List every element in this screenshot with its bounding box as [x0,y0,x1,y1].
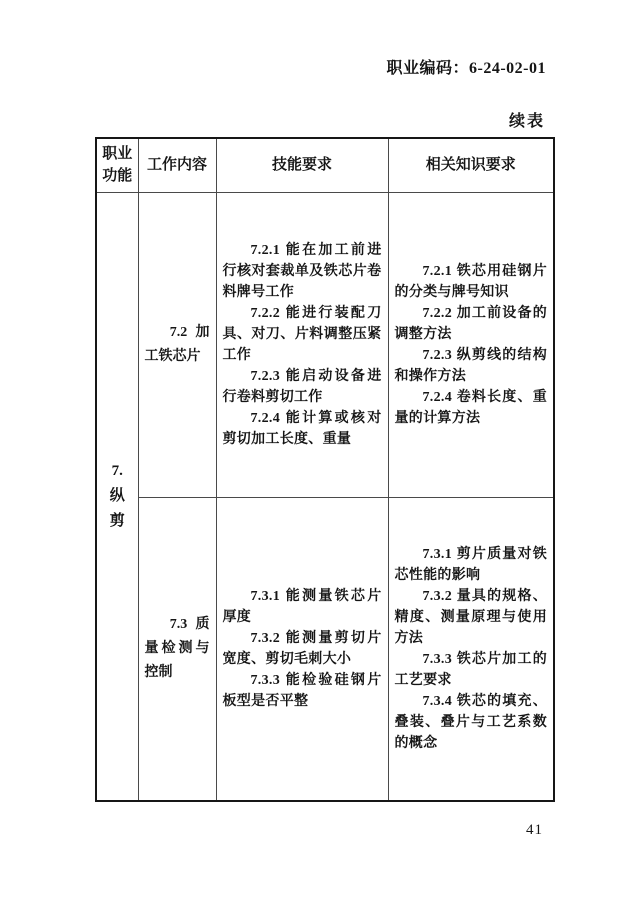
function-number: 7. [111,462,123,479]
requirement-item: 7.2.3 能启动设备进行卷料剪切工作 [222,368,382,405]
cell-occupational-function [96,192,138,801]
work-content-text: 7.3 质量检测与控制 [144,616,210,680]
page-number: 41 [526,822,543,838]
function-name-char: 剪 [109,512,125,529]
requirement-item: 7.2.1 能在加工前进行核对套裁单及铁芯片卷料牌号工作 [222,242,382,300]
cell-knowledge-requirements [388,192,554,497]
work-content-text: 7.2 加工铁芯片 [144,324,210,364]
cell-skill-requirements [216,497,388,801]
requirement-item: 7.2.2 加工前设备的调整方法 [394,305,547,342]
header-occupational-function: 职业功能 [96,138,138,192]
header-skill-requirements: 技能要求 [216,138,388,192]
requirement-item: 7.3.4 铁芯的填充、叠装、叠片与工艺系数的概念 [394,693,547,751]
requirement-item: 7.3.3 能检验硅钢片板型是否平整 [222,672,382,709]
requirement-item: 7.3.2 量具的规格、精度、测量原理与使用方法 [394,588,547,646]
requirement-item: 7.2.4 能计算或核对剪切加工长度、重量 [222,410,382,447]
cell-skill-requirements [216,192,388,497]
table-row [96,497,554,801]
requirement-item: 7.3.1 能测量铁芯片厚度 [222,588,382,625]
header-work-content: 工作内容 [138,138,216,192]
requirement-item: 7.3.3 铁芯片加工的工艺要求 [394,651,547,688]
requirement-item: 7.2.3 纵剪线的结构和操作方法 [394,347,547,384]
requirement-item: 7.2.1 铁芯用硅钢片的分类与牌号知识 [394,263,547,300]
cell-knowledge-requirements [388,497,554,801]
function-name-char: 纵 [109,487,125,504]
occupational-standard-table [95,137,555,802]
cell-work-content [138,497,216,801]
requirement-item: 7.2.4 卷料长度、重量的计算方法 [394,389,547,426]
requirement-item: 7.3.2 能测量剪切片宽度、剪切毛刺大小 [222,630,382,667]
continued-table-label: 续表 [508,113,545,130]
occupation-code-label: 职业编码：6-24-02-01 [386,60,546,77]
table-row [96,192,554,497]
table-header-row [96,138,554,192]
requirement-item: 7.3.1 剪片质量对铁芯性能的影响 [394,546,547,583]
cell-work-content [138,192,216,497]
header-knowledge-requirements: 相关知识要求 [388,138,554,192]
requirement-item: 7.2.2 能进行装配刀具、对刀、片料调整压紧工作 [222,305,382,363]
